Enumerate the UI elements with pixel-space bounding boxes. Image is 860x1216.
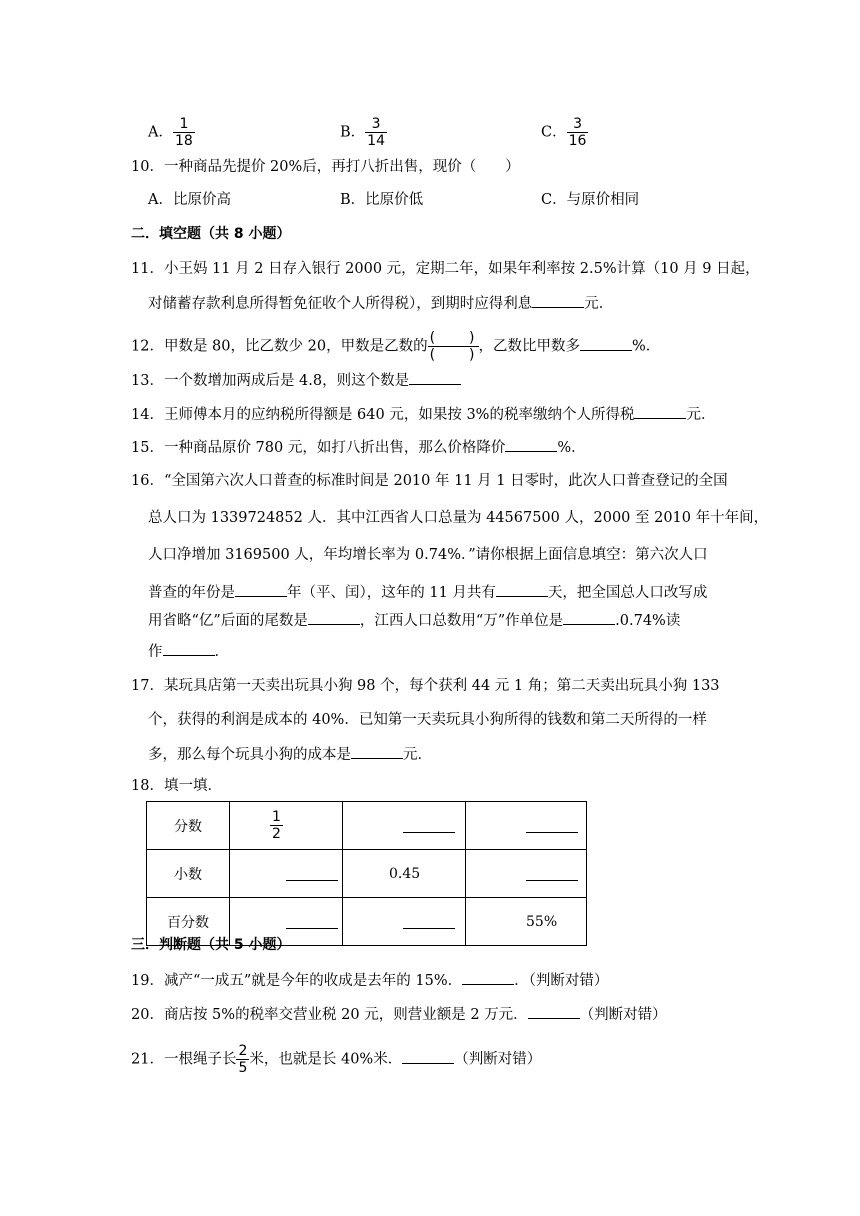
- q16-line5: [148, 610, 680, 631]
- answer-blank[interactable]: [505, 437, 557, 452]
- q11-text: 对储蓄存款利息所得暂免征收个人所得税），到期时应得利息: [148, 296, 533, 312]
- q13-text: 13．一个数增加两成后是 4.8，则这个数是: [131, 373, 410, 389]
- numerator: 3: [573, 116, 582, 132]
- row-label: 小数: [147, 850, 230, 898]
- answer-blank[interactable]: [563, 610, 615, 625]
- fraction: [236, 1043, 249, 1076]
- table-row: [147, 802, 587, 850]
- q15-text: 15．一种商品原价 780 元，如打八折出售，那么价格降价: [131, 440, 506, 456]
- answer-blank[interactable]: [526, 866, 578, 881]
- q14: [131, 404, 715, 425]
- q19-text: ．（判断对错）: [514, 973, 609, 989]
- option-letter: B．: [340, 124, 366, 141]
- answer-blank[interactable]: [402, 1049, 454, 1064]
- q12-unit: %．: [632, 338, 661, 355]
- q20-text: （判断对错）: [579, 1007, 667, 1023]
- paren-fraction: [428, 330, 479, 363]
- decimal-value: 0.45: [389, 865, 421, 882]
- q15: [131, 437, 586, 458]
- numerator-blank[interactable]: ( ): [429, 330, 477, 346]
- conversion-table: [146, 801, 587, 946]
- fraction: [365, 116, 387, 149]
- q10-option-b: B．比原价低: [340, 192, 424, 208]
- q13: [131, 370, 461, 391]
- answer-blank[interactable]: [286, 866, 338, 881]
- q16-line6: [148, 641, 229, 662]
- table-cell: [230, 850, 343, 898]
- q19-text: 19．减产“一成五”就是今年的收成是去年的 15%．: [131, 973, 463, 989]
- q11-line2: [148, 293, 613, 314]
- denominator: 18: [174, 133, 193, 149]
- denominator: 14: [367, 133, 385, 149]
- answer-blank[interactable]: [286, 914, 338, 929]
- q11-unit: 元．: [584, 296, 614, 312]
- answer-blank[interactable]: [580, 336, 632, 351]
- q16-line2: 总人口为 1339724852 人．其中江西省人口总量为 44567500 人，2000 至 2010 年十年间，: [148, 510, 769, 526]
- option-letter: C．: [541, 124, 567, 141]
- q10-option-c: C．与原价相同: [541, 192, 640, 208]
- answer-blank[interactable]: [528, 1004, 580, 1019]
- section-heading-fill: 二．填空题（共 8 小题）: [131, 226, 291, 242]
- table-cell: [343, 898, 466, 946]
- row-label: 百分数: [147, 898, 230, 946]
- answer-blank[interactable]: [526, 818, 578, 833]
- q17-line3: [148, 744, 432, 765]
- q9-option-c: [541, 116, 588, 149]
- table-cell: [466, 850, 587, 898]
- q14-text: 14．王师傅本月的应纳税所得额是 640 元，如果按 3%的税率缴纳个人所得税: [131, 407, 635, 423]
- numerator: 2: [238, 1043, 248, 1059]
- answer-blank[interactable]: [462, 970, 514, 985]
- table-cell: [343, 850, 466, 898]
- q12-text-2: ，乙数比甲数多: [478, 338, 581, 355]
- numerator: 1: [179, 116, 189, 132]
- row-label: 分数: [147, 802, 230, 850]
- q21-text: 21．一根绳子长: [131, 1051, 237, 1068]
- q21-text: （判断对错）: [454, 1051, 542, 1068]
- q20: [131, 1004, 667, 1025]
- q16-text: 用省略“亿”后面的尾数是: [148, 613, 308, 629]
- table-cell: [343, 802, 466, 850]
- q16-text: ．: [214, 644, 229, 660]
- q17-unit: 元．: [403, 747, 432, 763]
- q21-text: 米，也就是长 40%米．: [249, 1051, 403, 1068]
- table-cell: [466, 898, 587, 946]
- q16-text: 天，把全国总人口改写成: [547, 585, 708, 601]
- denominator-blank[interactable]: ( ): [429, 347, 477, 363]
- answer-blank[interactable]: [634, 404, 686, 419]
- q16-line1: 16．“全国第六次人口普查的标准时间是 2010 年 11 月 1 日零时，此次人口普查登记的全国: [131, 473, 728, 489]
- q16-text: 年（平、闰），这年的 11 月共有: [287, 585, 496, 601]
- q12-text: 12．甲数是 80，比乙数少 20，甲数是乙数的: [131, 338, 428, 355]
- q11-line1: 11．小王妈 11 月 2 日存入银行 2000 元，定期二年，如果年利率按 2.5%计算（10 月 9 日起，: [131, 261, 760, 277]
- q16-text: .0.74%读: [615, 613, 681, 629]
- q10-option-a: A．比原价高: [148, 192, 231, 208]
- percent-value: 55%: [526, 913, 558, 930]
- q15-unit: %．: [557, 440, 586, 456]
- q14-unit: 元．: [686, 407, 716, 423]
- q16-text: ，江西人口总数用“万”作单位是: [359, 613, 564, 629]
- denominator: 2: [272, 826, 281, 842]
- answer-blank[interactable]: [403, 914, 455, 929]
- q16-line4: [148, 582, 707, 603]
- answer-blank[interactable]: [403, 818, 455, 833]
- q17-line2: 个，获得的利润是成本的 40%．已知第一天卖玩具小狗所得的钱数和第二天所得的一样: [148, 712, 707, 728]
- answer-blank[interactable]: [532, 293, 584, 308]
- table-cell: [230, 802, 343, 850]
- option-letter: A．: [148, 124, 173, 141]
- q16-line3: 人口净增加 3169500 人，年均增长率为 0.74%．”请你根据上面信息填空：第六次人口: [148, 547, 708, 563]
- answer-blank[interactable]: [351, 744, 403, 759]
- denominator: 16: [568, 133, 587, 149]
- q17-line1: 17．某玩具店第一天卖出玩具小狗 98 个，每个获利 44 元 1 角；第二天卖出玩具小狗 133: [131, 678, 720, 694]
- table-row: [147, 850, 587, 898]
- q20-text: 20．商店按 5%的税率交营业税 20 元，则营业额是 2 万元．: [131, 1007, 528, 1023]
- section-heading-judge: 三．判断题（共 5 小题）: [131, 937, 291, 953]
- numerator: 1: [272, 809, 281, 825]
- answer-blank[interactable]: [409, 370, 461, 385]
- table-cell: [466, 802, 587, 850]
- answer-blank[interactable]: [235, 582, 287, 597]
- answer-blank[interactable]: [496, 582, 548, 597]
- q19: [131, 970, 608, 991]
- fraction: [567, 116, 589, 149]
- q9-option-a: [148, 116, 195, 149]
- denominator: 5: [238, 1060, 248, 1076]
- numerator: 3: [371, 116, 381, 132]
- q12: [131, 330, 660, 363]
- q21: [131, 1043, 541, 1076]
- answer-blank[interactable]: [308, 610, 360, 625]
- q16-text: 作: [148, 644, 163, 660]
- q18-stem: 18．填一填．: [131, 778, 222, 794]
- q10-stem: 10．一种商品先提价 20%后，再打八折出售，现价（ ）: [131, 159, 520, 175]
- fraction: [173, 116, 195, 149]
- fraction: [270, 809, 283, 842]
- answer-blank[interactable]: [163, 641, 215, 656]
- q9-option-b: [340, 116, 387, 149]
- q17-text: 多，那么每个玩具小狗的成本是: [148, 747, 351, 763]
- q16-text: 普查的年份是: [148, 585, 235, 601]
